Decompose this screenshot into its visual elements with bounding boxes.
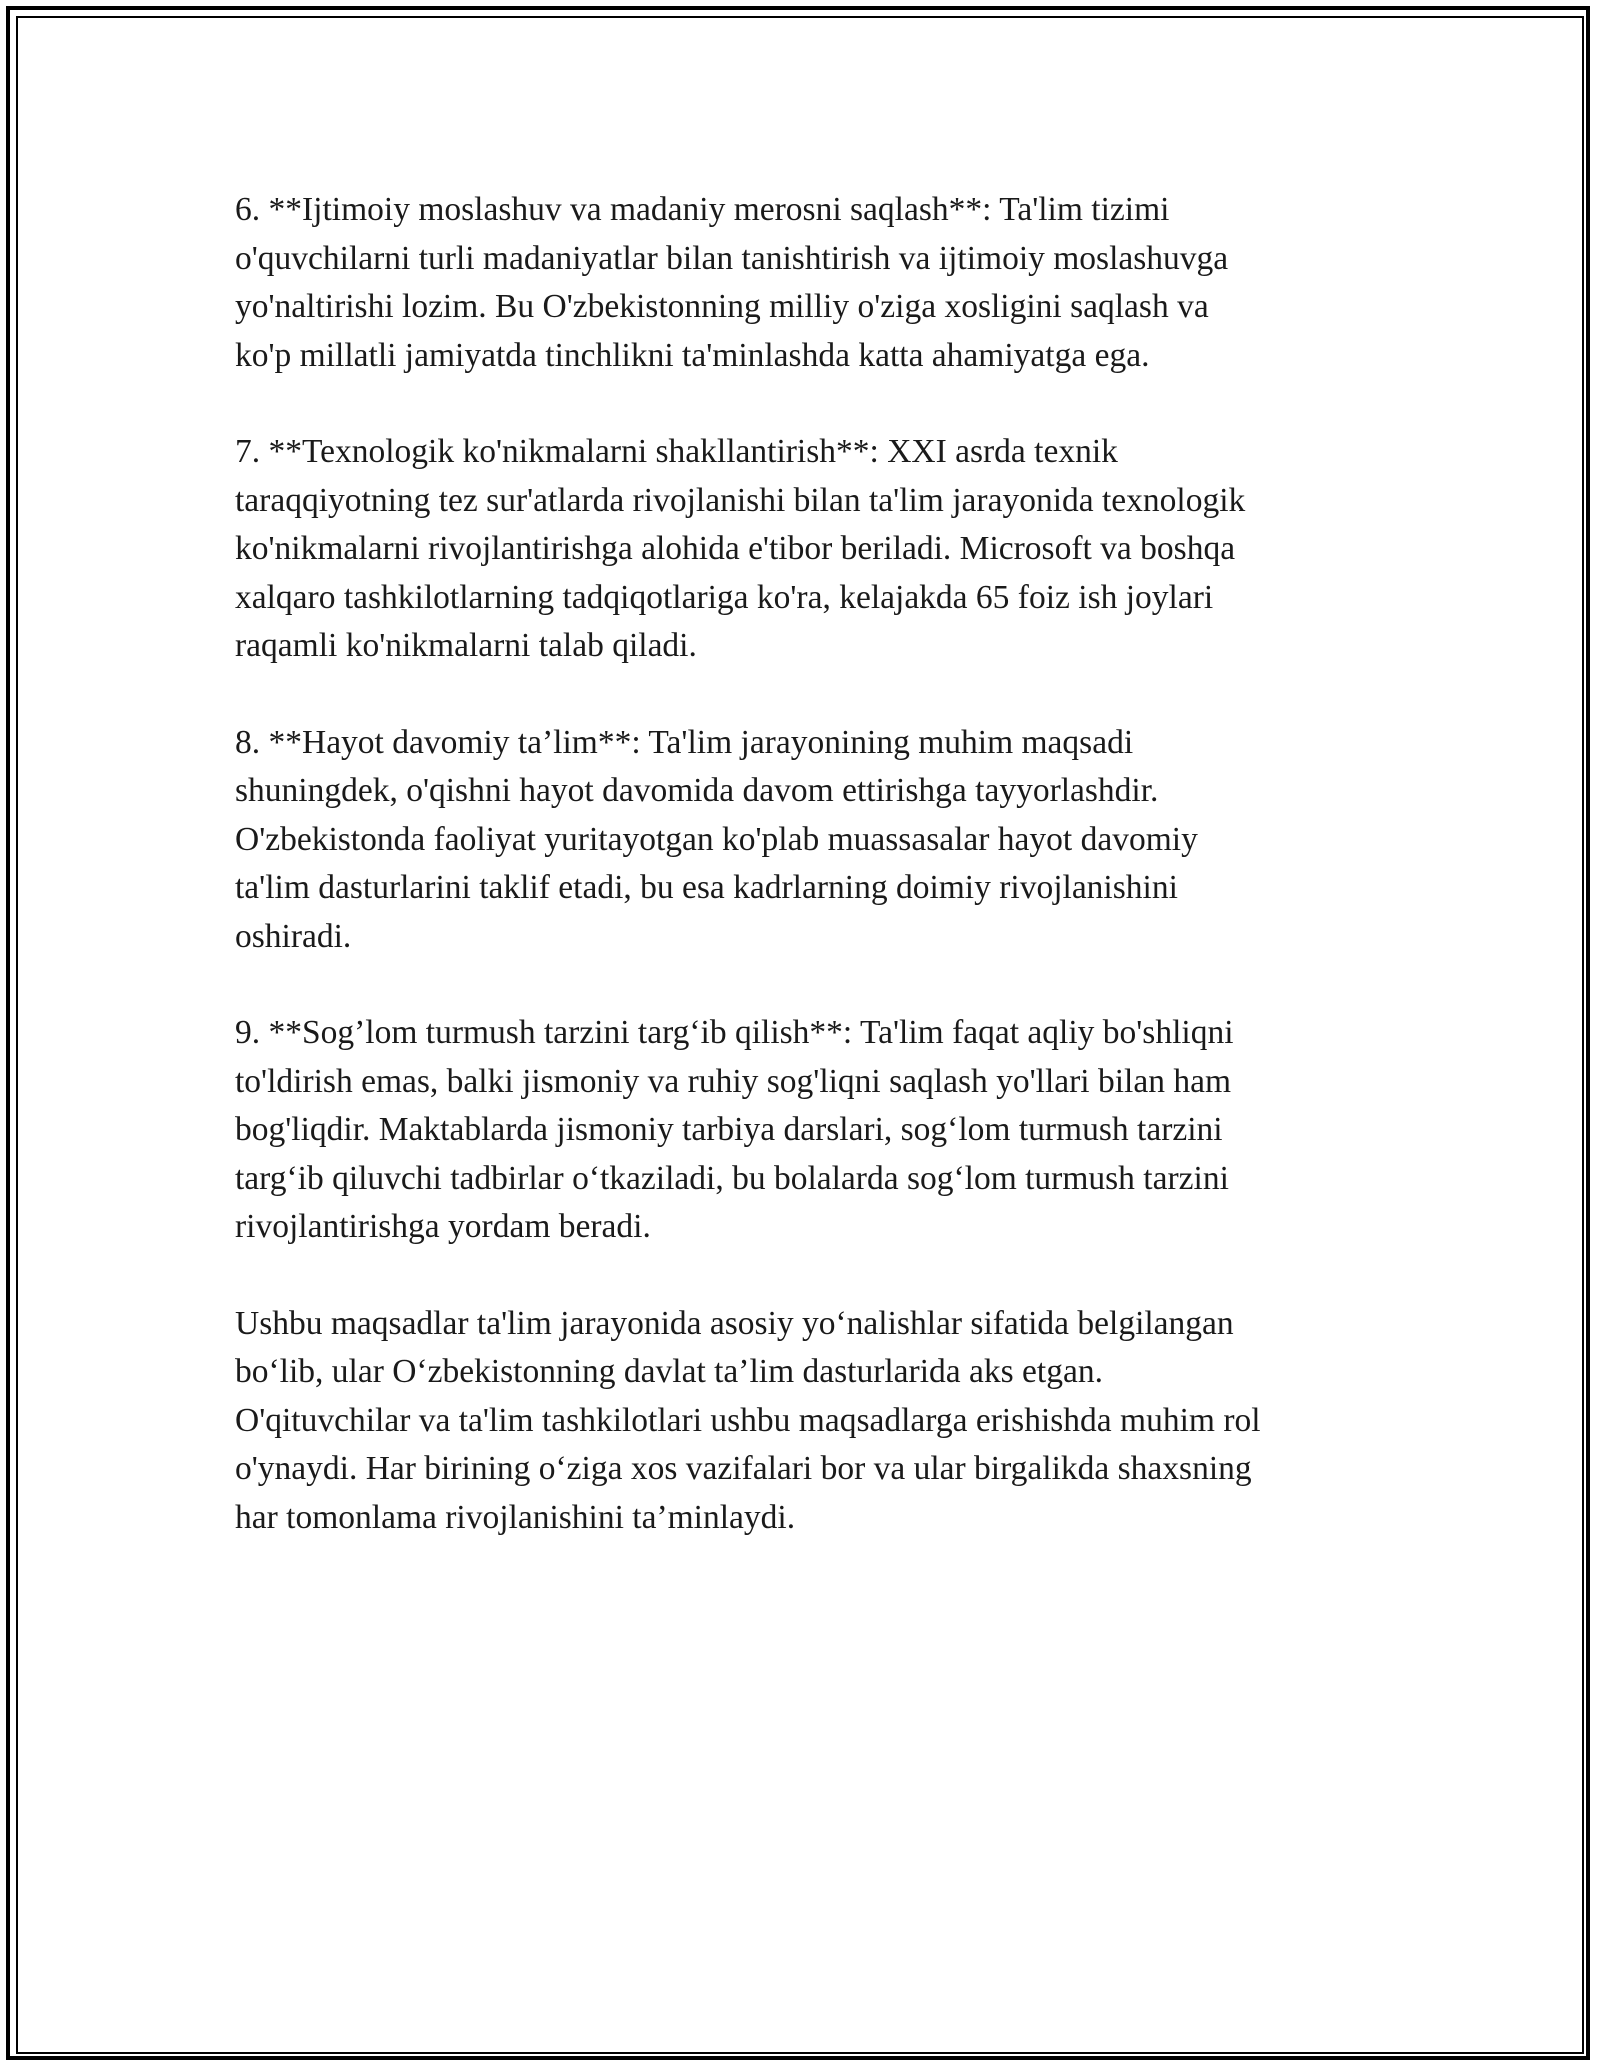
paragraph-lifelong-learning: 8. **Hayot davomiy ta’lim**: Ta'lim jarayonining muhim maqsadi shuningdek, o'qishni hayot davomida davom ettirishga tayyorlashdir. O'zbekistonda faoliyat yuritayotgan ko'plab muassasalar hayot davomiy ta'lim dasturlarini taklif etadi, bu esa kadrlarning doimiy rivojlanishini oshiradi. [235,723,1198,955]
paragraph-technology-skills: 7. **Texnologik ko'nikmalarni shakllantirish**: XXI asrda texnik taraqqiyotning tez sur'atlarda rivojlanishi bilan ta'lim jarayonida texnologik ko'nikmalarni rivojlantirishga alohida e'tibor beriladi. Microsoft va boshqa xalqaro tashkilotlarning tadqiqotlariga ko'ra, kelajakda 65 foiz ish joylari raqamli ko'nikmalarni talab qiladi. [235,433,1246,664]
document-body [235,186,1375,1590]
paragraph-social-adaptation: 6. **Ijtimoiy moslashuv va madaniy merosni saqlash**: Ta'lim tizimi o'quvchilarni turli madaniyatlar bilan tanishtirish va ijtimoiy moslashuvga yo'naltirishi lozim. Bu O'zbekistonning milliy o'ziga xosligini saqlash va ko'p millatli jamiyatda tinchlikni ta'minlashda katta ahamiyatga ega. [235,191,1229,374]
paragraph-conclusion: Ushbu maqsadlar ta'lim jarayonida asosiy yo‘nalishlar sifatida belgilangan bo‘lib, ular O‘zbekistonning davlat ta’lim dasturlarida aks etgan. O'qituvchilar va ta'lim tashkilotlari ushbu maqsadlarga erishishda muhim rol o'ynaydi. Har birining o‘ziga xos vazifalari bor va ular birgalikda shaxsning har tomonlama rivojlanishini ta’minlaydi. [235,1304,1261,1536]
paragraph-healthy-lifestyle: 9. **Sog’lom turmush tarzini targ‘ib qilish**: Ta'lim faqat aqliy bo'shliqni to'ldirish emas, balki jismoniy va ruhiy sog'liqni saqlash yo'llari bilan ham bog'liqdir. Maktablarda jismoniy tarbiya darslari, sog‘lom turmush tarzini targ‘ib qiluvchi tadbirlar o‘tkaziladi, bu bolalarda sog‘lom turmush tarzini rivojlantirishga yordam beradi. [235,1014,1234,1245]
